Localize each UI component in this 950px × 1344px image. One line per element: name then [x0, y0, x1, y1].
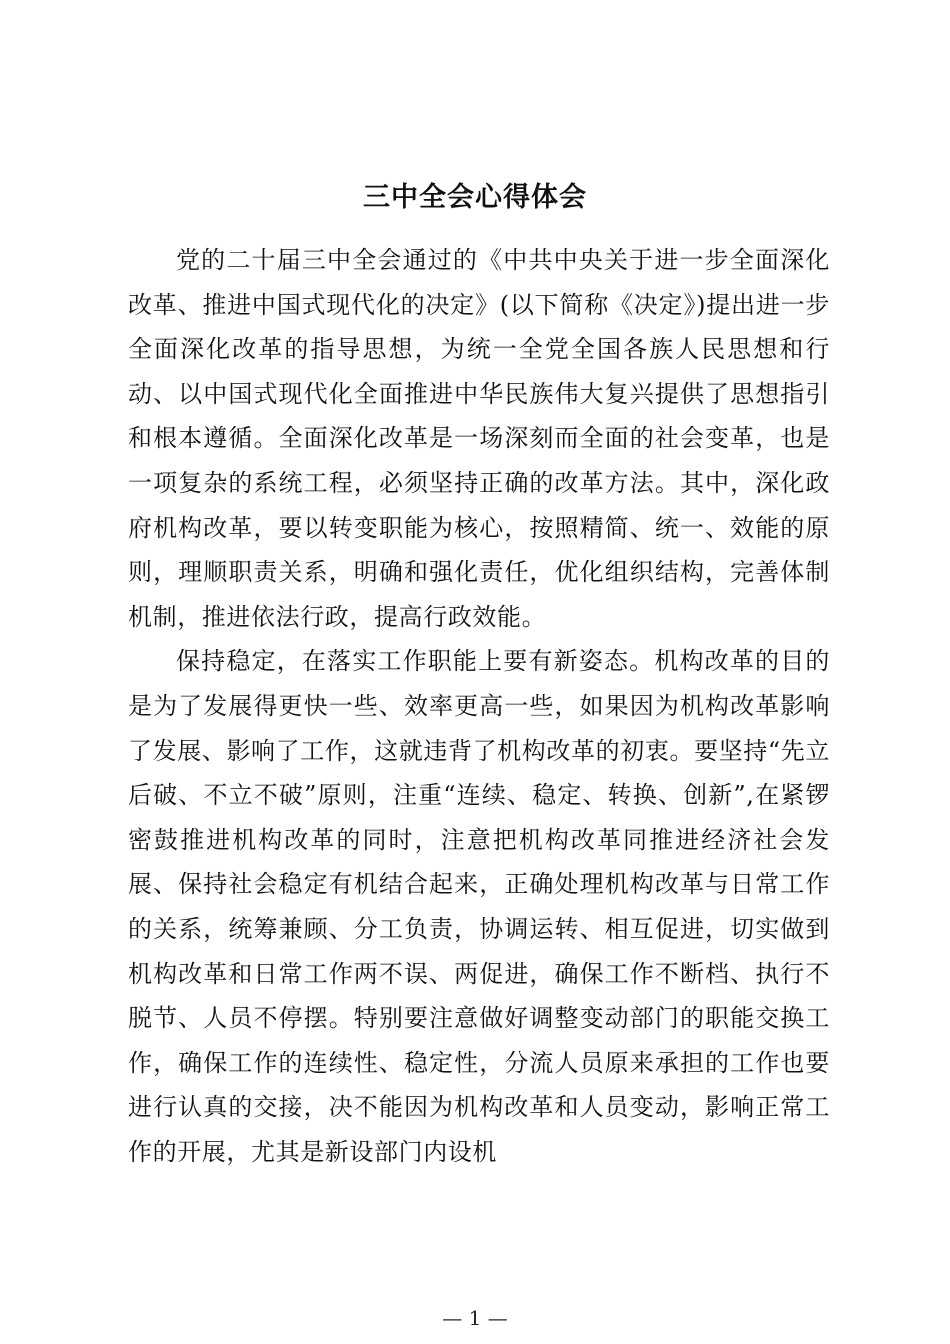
- paragraph-1: 党的二十届三中全会通过的《中共中央关于进一步全面深化改革、推进中国式现代化的决定》(以下简称《决定》)提出进一步全面深化改革的指导思想，为统一全党全国各族人民思想和行动、以中国式现代化全面推进中华民族伟大复兴提供了思想指引和根本遵循。全面深化改革是一场深刻而全面的社会变革，也是一项复杂的系统工程，必须坚持正确的改革方法。其中，深化政府机构改革，要以转变职能为核心，按照精简、统一、效能的原则，理顺职责关系，明确和强化责任，优化组织结构，完善体制机制，推进依法行政，提高行政效能。: [128, 246, 830, 631]
- document-body: [128, 238, 830, 1174]
- paragraph-2: 保持稳定，在落实工作职能上要有新姿态。机构改革的目的是为了发展得更快一些、效率更高一些，如果因为机构改革影响了发展、影响了工作，这就违背了机构改革的初衷。要坚持“先立后破、不立不破”原则，注重“连续、稳定、转换、创新”,在紧锣密鼓推进机构改革的同时，注意把机构改革同推进经济社会发展、保持社会稳定有机结合起来，正确处理机构改革与日常工作的关系，统筹兼顾、分工负责，协调运转、相互促进，切实做到机构改革和日常工作两不误、两促进，确保工作不断档、执行不脱节、人员不停摆。特别要注意做好调整变动部门的职能交换工作，确保工作的连续性、稳定性，分流人员原来承担的工作也要进行认真的交接，决不能因为机构改革和人员变动，影响正常工作的开展，尤其是新设部门内设机: [128, 647, 830, 1166]
- page-number: — 1 —: [442, 1306, 508, 1330]
- document-title: 三中全会心得体会: [363, 182, 587, 213]
